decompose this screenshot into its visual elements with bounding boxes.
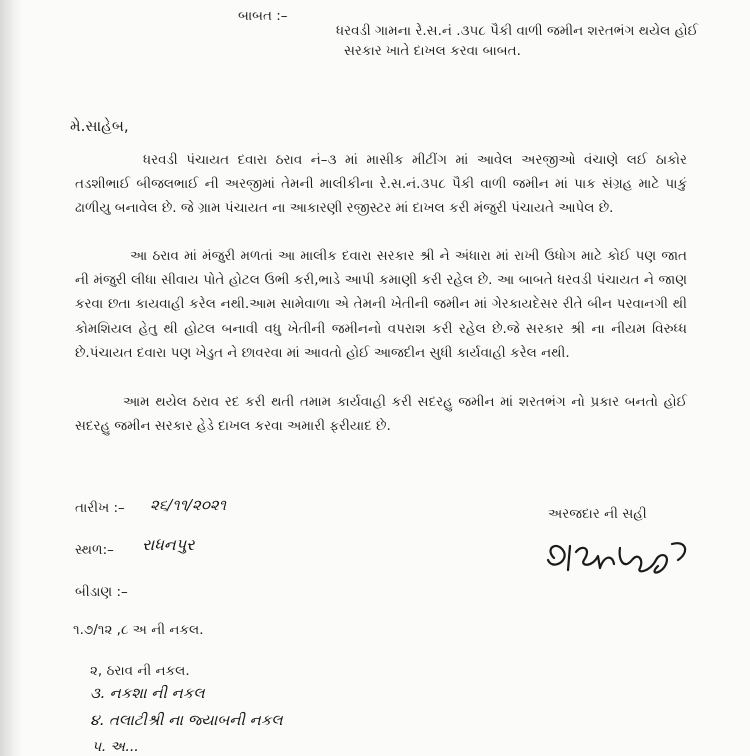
enclosure-item: ૫. અ... [92,739,139,755]
subject-line-2: સરકાર ખાતે દાખલ કરવા બાબત. [344,43,521,59]
place-value: રાધનપુર [142,535,195,554]
date-label: તારીખ :– [75,500,125,516]
paragraph-1: ધરવડી પંચાયત દવારા ઠરાવ નં–૩ માં માસીક મીટીંગ માં આવેલ અરજીઓ વંચાણે લઈ ઠાકોર તડશીભાઈ બીજલભાઈ ની અરજીમાં તેમની માલીકીના રે.સ.નં.૩૫૮ પૈકી વાળી જમીન માં પાક સંગ્રહ માટે પાકું ઢાળીયુ બનાવેલ છે. જે ગ્રામ પંચાયત ના આકારણી રજીસ્ટર માં દાખલ કરી મંજુરી પંચાયતે આપેલ છે. [75,152,687,217]
subject-label: બાબત :– [238,8,288,24]
paragraph-3: આમ થયેલ ઠરાવ રદ કરી થતી તમામ કાર્યવાહી કરી સદરહુ જમીન માં શરતભંગ નો પ્રકાર બનતો હોઈ સદરહુ જમીન સરકાર હેડે દાખલ કરવા અમારી ફરીયાદ છે. [75,394,687,435]
enclosure-item: ૧.૭/૧૨ ,૮ અ ની નકલ. [73,622,204,638]
enclosure-item: ૪. તલાટીશ્રી ના જ્યાબની નકલ [90,711,283,729]
salutation: મે.સાહેબ, [70,117,129,135]
paragraph-2: આ ઠરાવ માં મંજુરી મળતાં આ માલીક દવારા સરકાર શ્રી ને અંધારા માં રાખી ઉધોગ માટે કોઈ પણ જાત ની મંજુરી લીધા સીવાય પોતે હોટલ ઉભી કરી,ભાડે આપી કમાણી કરી રહેલ છે. આ બાબતે ધરવડી પંચાયત ને જાણ કરવા છતા કાયવાહી કરેલ નથી.આમ સામેવાળા એ તેમની ખેતીની જમીન માં ગેરકાયદેસર રીતે બીન પરવાનગી થી કોમશિયલ હેતુ થી હોટલ બનાવી વધુ ખેતીની જમીનનો વપરાશ કરી રહેલ છે.જે સરકાર શ્રી ના નીયમ વિરુધ્ધ છે.પંચાયત દવારા પણ ખેડુત ને છાવરવા માં આવતો હોઈ આજદીન સુધી કાર્યવાહી કરેલ નથી. [75,248,687,361]
subject-line-1: ધરવડી ગામના રે.સ.નં .૩૫૮ પૈકી વાળી જમીન શરતભંગ થયેલ હોઈ [336,23,699,39]
signature-label: અરજદાર ની સહી [548,506,647,522]
place-label: સ્થળ:– [75,542,114,558]
date-value: ૨૬/૧૧/૨૦૨૧ [150,496,227,514]
enclosure-item: ૩. નકશા ની નકલ [90,684,205,702]
enclosure-item: ૨, ઠરાવ ની નકલ. [90,663,190,679]
signature-scribble [540,530,700,580]
enclosures-label: બીડાણ :– [75,584,128,600]
scan-edge-shadow [0,0,22,756]
